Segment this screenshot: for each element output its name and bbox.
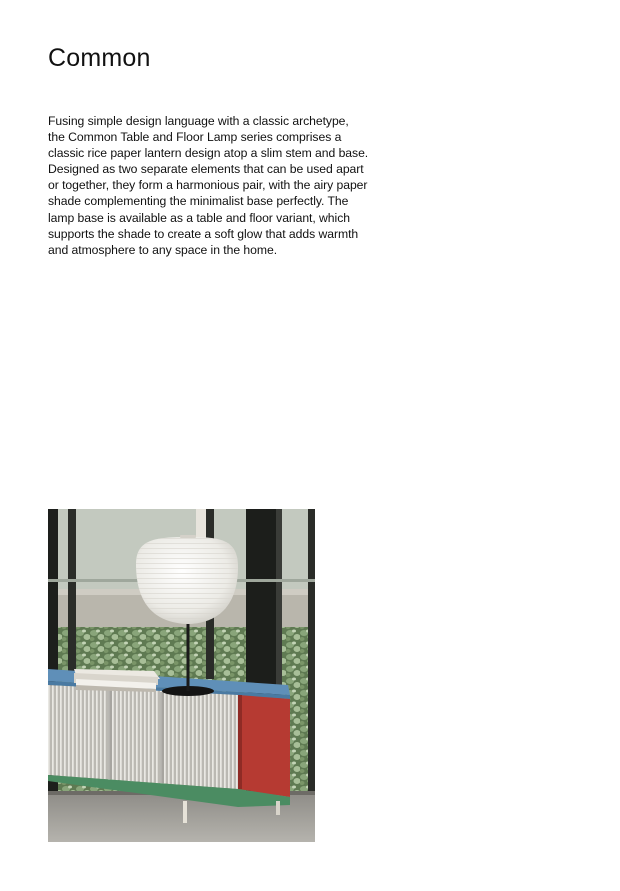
description-line: the Common Table and Floor Lamp series comprises a <box>48 130 342 145</box>
description-line: classic rice paper lantern design atop a slim stem and base. <box>48 146 369 161</box>
description-line: Fusing simple design language with a classic archetype, <box>48 114 349 128</box>
description-line: lamp base is available as a table and floor variant, which <box>48 210 350 225</box>
page-title: Common <box>48 44 151 72</box>
description-paragraph <box>48 113 418 258</box>
description-line: and atmosphere to any space in the home. <box>48 242 278 257</box>
lamp-sideboard-illustration <box>48 509 315 842</box>
description-line: Designed as two separate elements that can be used apart <box>48 162 364 177</box>
description-line: supports the shade to create a soft glow that adds warmth <box>48 226 359 241</box>
product-photo <box>48 509 315 842</box>
description-line: or together, they form a harmonious pair, with the airy paper <box>48 178 368 193</box>
description-line: shade complementing the minimalist base perfectly. The <box>48 194 349 209</box>
